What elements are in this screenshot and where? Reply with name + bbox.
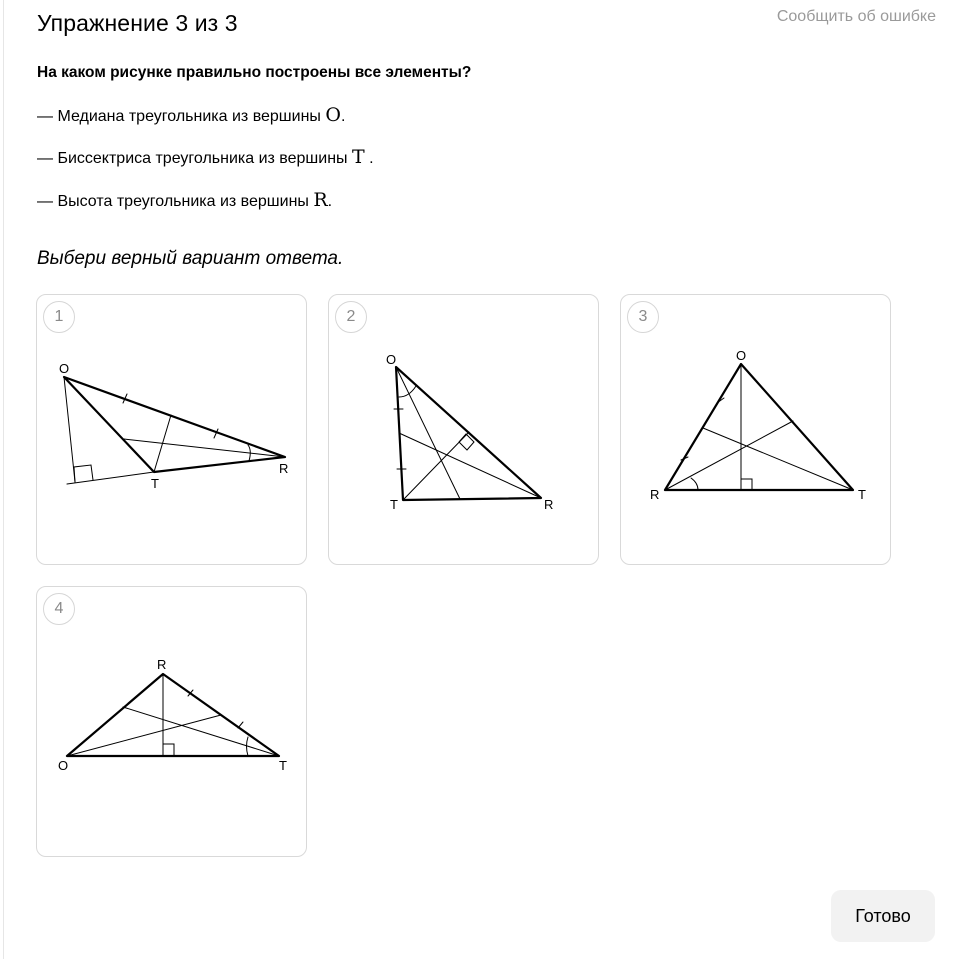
option-number: 4 (43, 593, 75, 625)
option-number: 1 (43, 301, 75, 333)
answer-option-4[interactable] (36, 586, 307, 857)
vertex-label: R (157, 657, 167, 672)
vertex-label: R (279, 461, 289, 476)
triangle-figure-3 (621, 295, 892, 566)
vertex-label: O (736, 348, 747, 363)
vertex-label: O (59, 361, 70, 376)
triangle-figure-2 (329, 295, 600, 566)
vertex-label: T (858, 487, 866, 502)
vertex-label: T (151, 476, 159, 491)
vertex-name: O (325, 104, 341, 126)
page-title: Упражнение 3 из 3 (37, 10, 238, 36)
answer-option-2[interactable] (328, 294, 599, 565)
answer-hint: Выбери верный вариант ответа. (37, 248, 344, 269)
condition-median: — Медиана треугольника из вершины O. (37, 104, 346, 126)
vertex-name: T (351, 146, 365, 168)
vertex-label: O (386, 352, 397, 367)
report-error-link[interactable]: Сообщить об ошибке (776, 8, 936, 25)
triangle-figure-1 (37, 295, 308, 566)
option-number: 2 (335, 301, 367, 333)
condition-bisector: — Биссектриса треугольника из вершины T . (37, 146, 374, 168)
option-number: 3 (627, 301, 659, 333)
vertex-label: T (390, 497, 398, 512)
vertex-label: O (58, 758, 69, 773)
answer-option-1[interactable] (36, 294, 307, 565)
vertex-label: R (544, 497, 554, 512)
vertex-label: T (279, 758, 287, 773)
vertex-label: R (650, 487, 660, 502)
answer-option-3[interactable] (620, 294, 891, 565)
done-button[interactable]: Готово (831, 890, 935, 942)
condition-altitude: — Высота треугольника из вершины R. (37, 189, 333, 211)
question-text: На каком рисунке правильно построены все элементы? (37, 64, 472, 81)
vertex-name: R (313, 189, 328, 211)
triangle-figure-4 (37, 587, 308, 858)
